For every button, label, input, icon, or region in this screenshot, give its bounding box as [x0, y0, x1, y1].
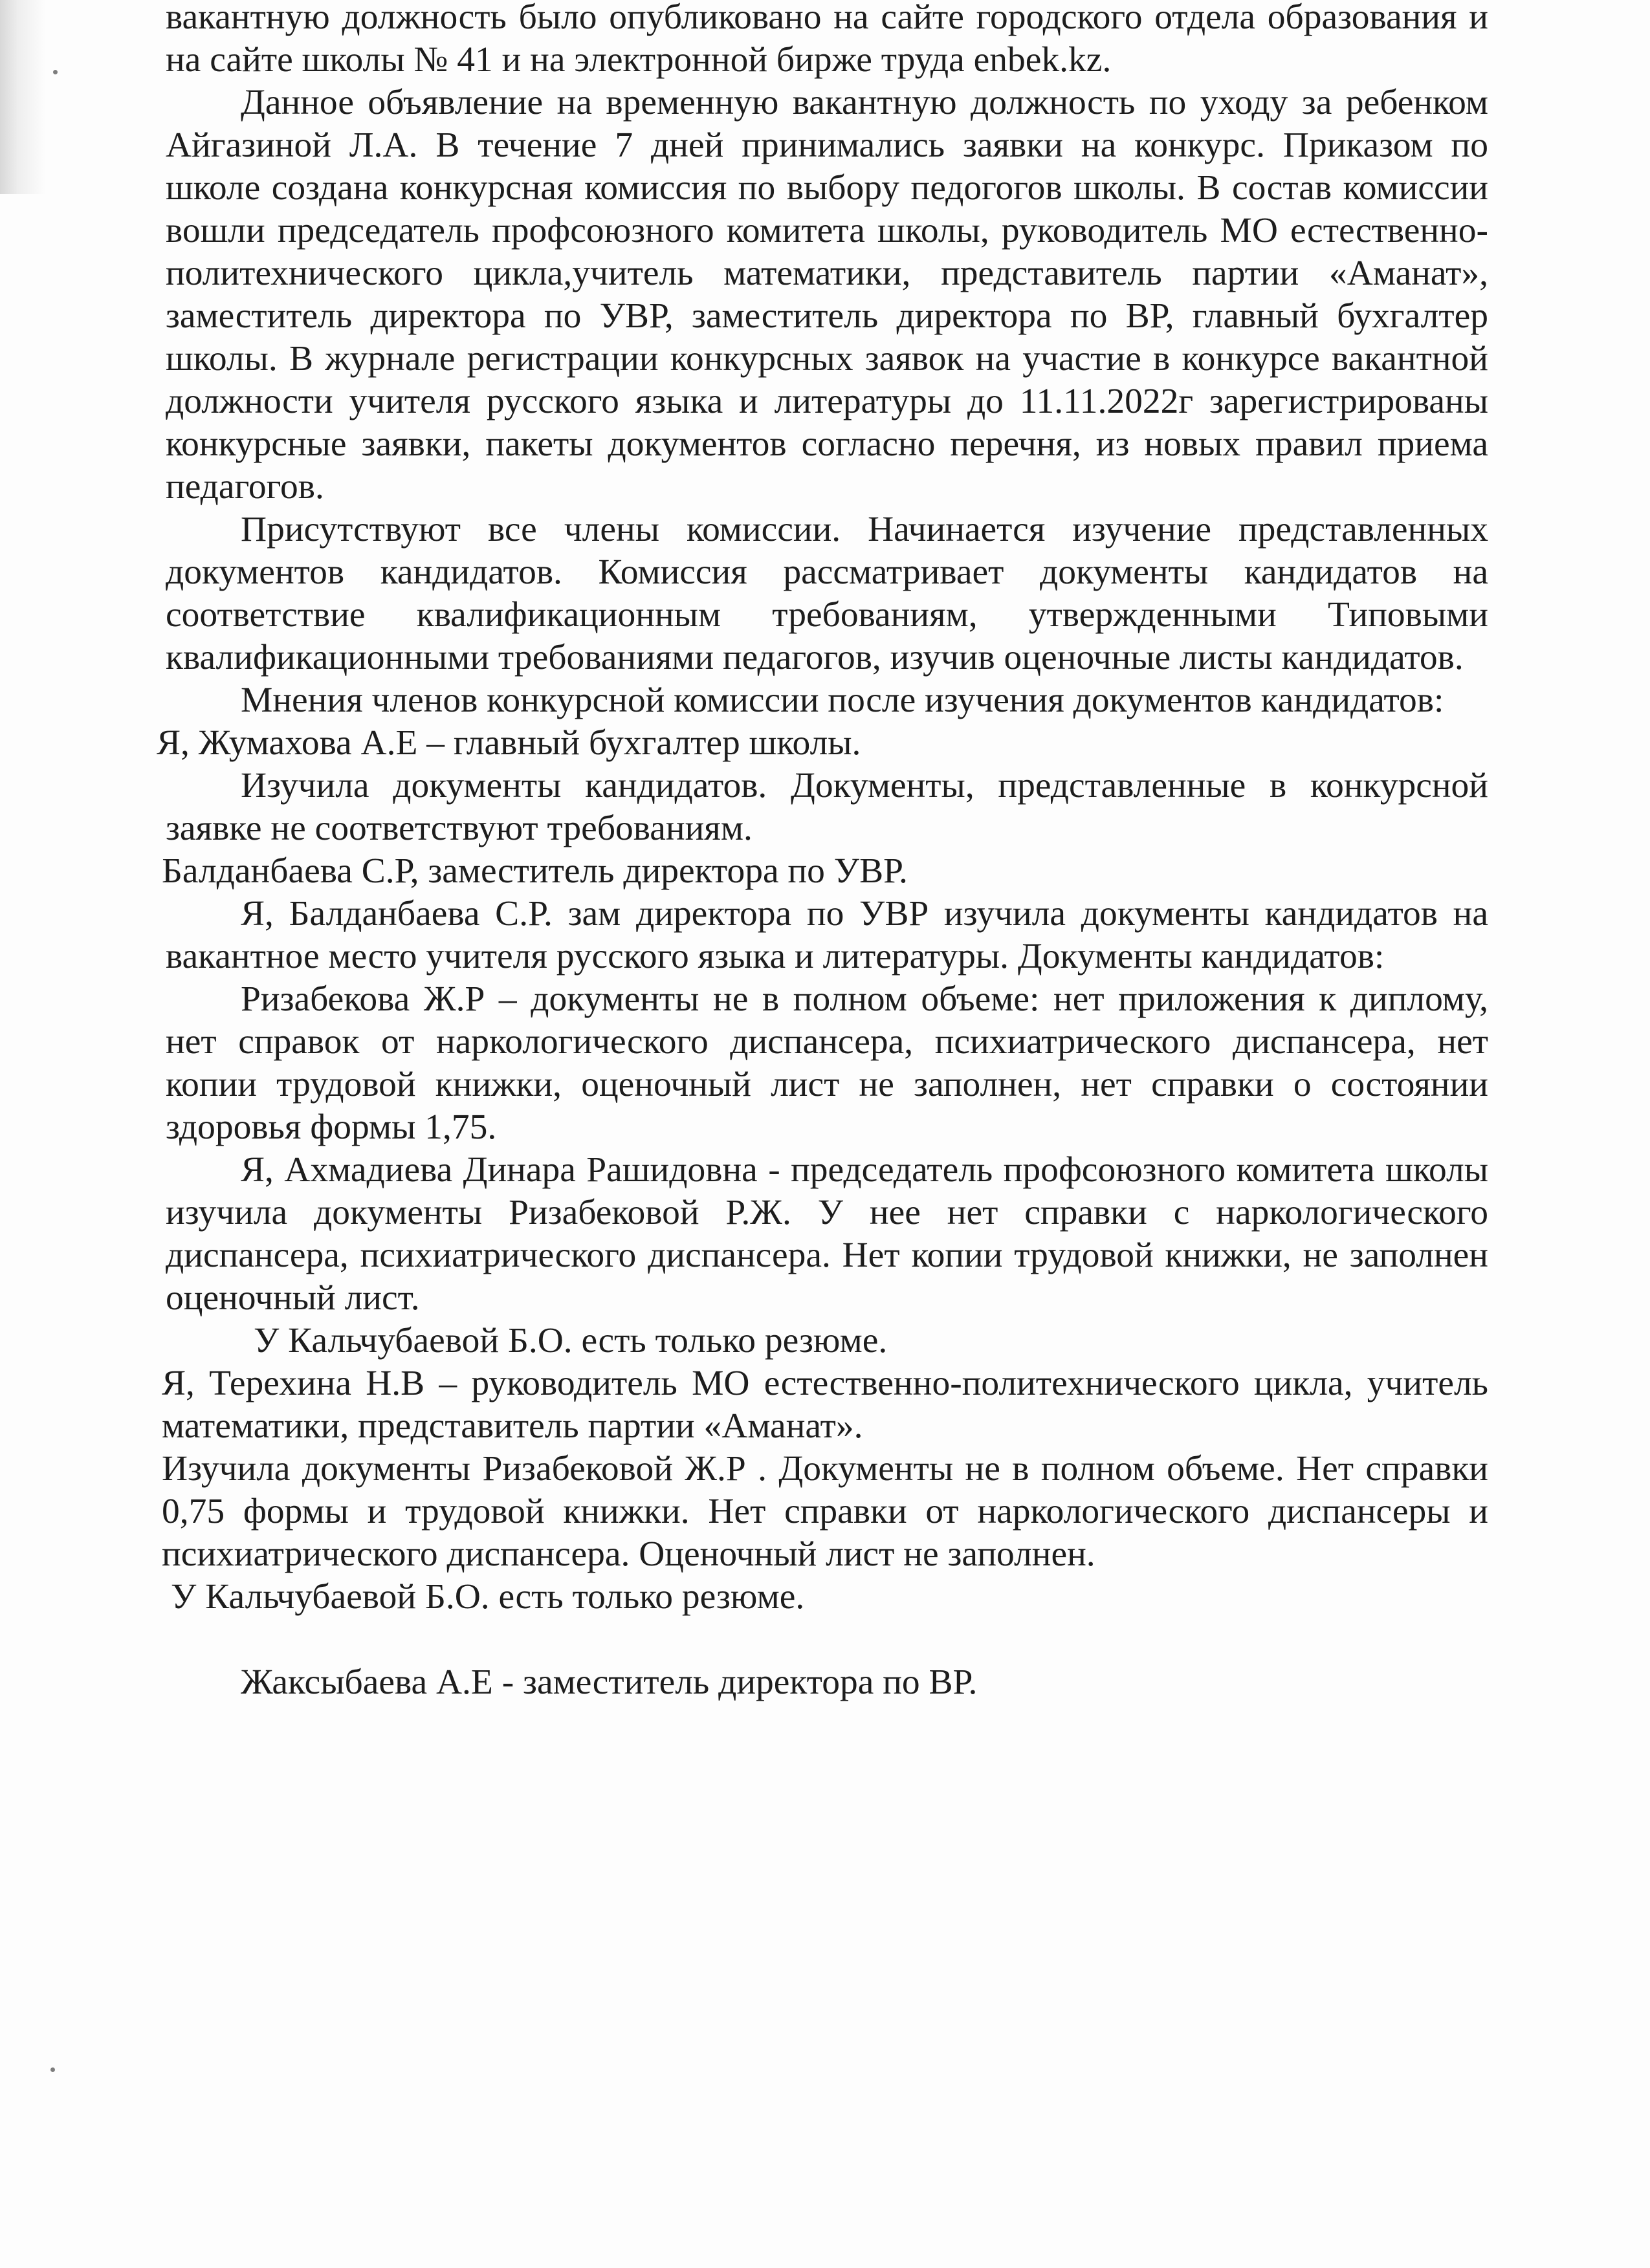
paragraph-vacancy-details: Данное объявление на временную вакантную должность по уходу за ребенком Айгазиной Л.А. В течение 7 дней принимались заявки на конкурс. Приказом по школе создана конкурсная комиссия по выбору педогогов школы. В состав комиссии вошли председатель профсоюзного комитета школы, руководитель МО естественно-политехнического цикла,учитель математики, представитель партии «Аманат», заместитель директора по УВР, заместитель директора по ВР, главный бухгалтер школы. В журнале регистрации конкурсных заявок на участие в конкурсе вакантной должности учителя русского языка и литературы до 11.11.2022г зарегистрированы конкурсные заявки, пакеты документов согласно перечня, из новых правил приема педагогов.: [166, 83, 1488, 507]
paragraph-zhumakhova: Я, Жумахова А.Е – главный бухгалтер школы.: [157, 723, 861, 763]
paragraph-commission-present: Присутствуют все члены комиссии. Начинается изучение представленных документов кандидатов. Комиссия рассматривает документы кандидатов на соответствие квалификационным требованиям, утвержденными Типовыми квалификационными требованиями педагогов, изучив оценочные листы кандидатов.: [166, 510, 1488, 677]
paragraph-opinions-heading: Мнения членов конкурсной комиссии после изучения документов кандидатов:: [241, 681, 1444, 720]
paragraph-kalchubaeva-resume-2: У Кальчубаевой Б.О. есть только резюме.: [171, 1577, 805, 1617]
blank-line: [166, 1619, 1488, 1661]
paragraph-terekhina-opinion: Изучила документы Ризабековой Ж.Р . Документы не в полном объеме. Нет справки 0,75 формы и трудовой книжки. Нет справки от наркологического диспансеры и психиатрического диспансера. Оценочный лист не заполнен.: [162, 1449, 1488, 1574]
paragraph-announcement-published: вакантную должность было опубликовано на сайте городского отдела образования и на сайте школы № 41 и на электронной бирже труда enbek.kz.: [166, 0, 1488, 80]
paragraph-zhumakhova-opinion: Изучила документы кандидатов. Документы, представленные в конкурсной заявке не соответствуют требованиям.: [166, 766, 1488, 848]
scan-speck: [50, 2067, 55, 2072]
paragraph-baldanbaeva-opinion: Я, Балданбаева С.Р. зам директора по УВР изучила документы кандидатов на вакантное место учителя русского языка и литературы. Документы кандидатов:: [166, 894, 1488, 976]
paragraph-kalchubaeva-resume-1: У Кальчубаевой Б.О. есть только резюме.: [254, 1321, 888, 1360]
paragraph-baldanbaeva: Балданбаева С.Р, заместитель директора по УВР.: [162, 851, 908, 891]
document-body: [157, 0, 1488, 1704]
paragraph-terekhina: Я, Терехина Н.В – руководитель МО естественно-политехнического цикла, учитель математики, представитель партии «Аманат».: [162, 1364, 1488, 1446]
paragraph-zhaksybaeva: Жаксыбаева А.Е - заместитель директора по ВР.: [241, 1663, 978, 1702]
page-edge-shadow: [0, 0, 45, 194]
scan-speck: [53, 70, 58, 74]
paragraph-rizabekova-documents: Ризабекова Ж.Р – документы не в полном объеме: нет приложения к диплому, нет справок от наркологического диспансера, психиатрического диспансера, нет копии трудовой книжки, оценочный лист не заполнен, нет справки о состоянии здоровья формы 1,75.: [166, 979, 1488, 1147]
paragraph-akhmadieva-opinion: Я, Ахмадиева Динара Рашидовна - председатель профсоюзного комитета школы изучила документы Ризабековой Р.Ж. У нее нет справки с наркологического диспансера, психиатрического диспансера. Нет копии трудовой книжки, не заполнен оценочный лист.: [166, 1150, 1488, 1318]
